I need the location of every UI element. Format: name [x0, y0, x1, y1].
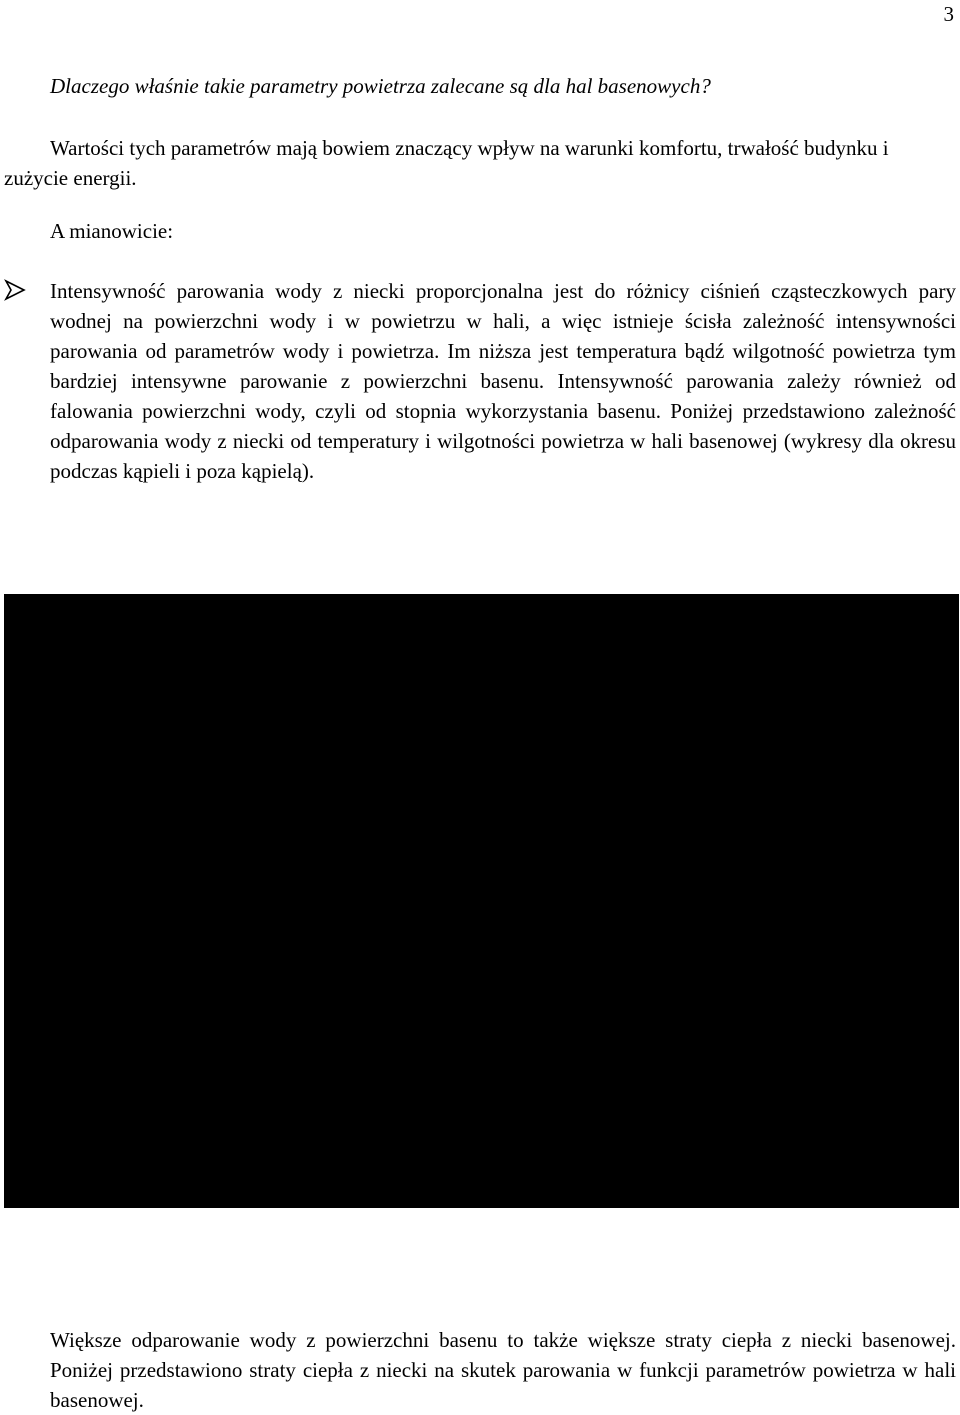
intro-paragraph: Wartości tych parametrów mają bowiem znaczący wpływ na warunki komfortu, trwałość budynku i zużycie energii. — [4, 136, 889, 190]
evaporation-chart-image — [4, 594, 959, 1208]
closing-paragraph: Większe odparowanie wody z powierzchni basenu to także większe straty ciepła z niecki basenowej. Poniżej przedstawiono straty ciepła z niecki na skutek parowania w funkcji parametrów powietrza w hali basenowej. — [50, 1328, 956, 1412]
bullet-paragraph: Intensywność parowania wody z niecki proporcjonalna jest do różnicy ciśnień cząsteczkowych pary wodnej na powierzchni wody i w powietrzu w hali, a więc istnieje ścisła zależność intensywności parowania od parametrów wody i powietrza. Im niższa jest temperatura bądź wilgotność powietrza tym bardziej intensywne parowanie z powierzchni basenu. Intensywność parowania zależy również od falowania powierzchni wody, czyli od stopnia wykorzystania basenu. Poniżej przedstawiono zależność odparowania wody z niecki od temperatury i wilgotności powietrza w hali basenowej (wykresy dla okresu podczas kąpieli i poza kąpielą). — [50, 279, 956, 483]
question-heading: Dlaczego właśnie takie parametry powietrza zalecane są dla hal basenowych? — [50, 74, 711, 98]
lead-in-text: A mianowicie: — [50, 219, 174, 243]
arrow-bullet-icon — [4, 279, 32, 307]
page-number: 3 — [943, 2, 954, 26]
